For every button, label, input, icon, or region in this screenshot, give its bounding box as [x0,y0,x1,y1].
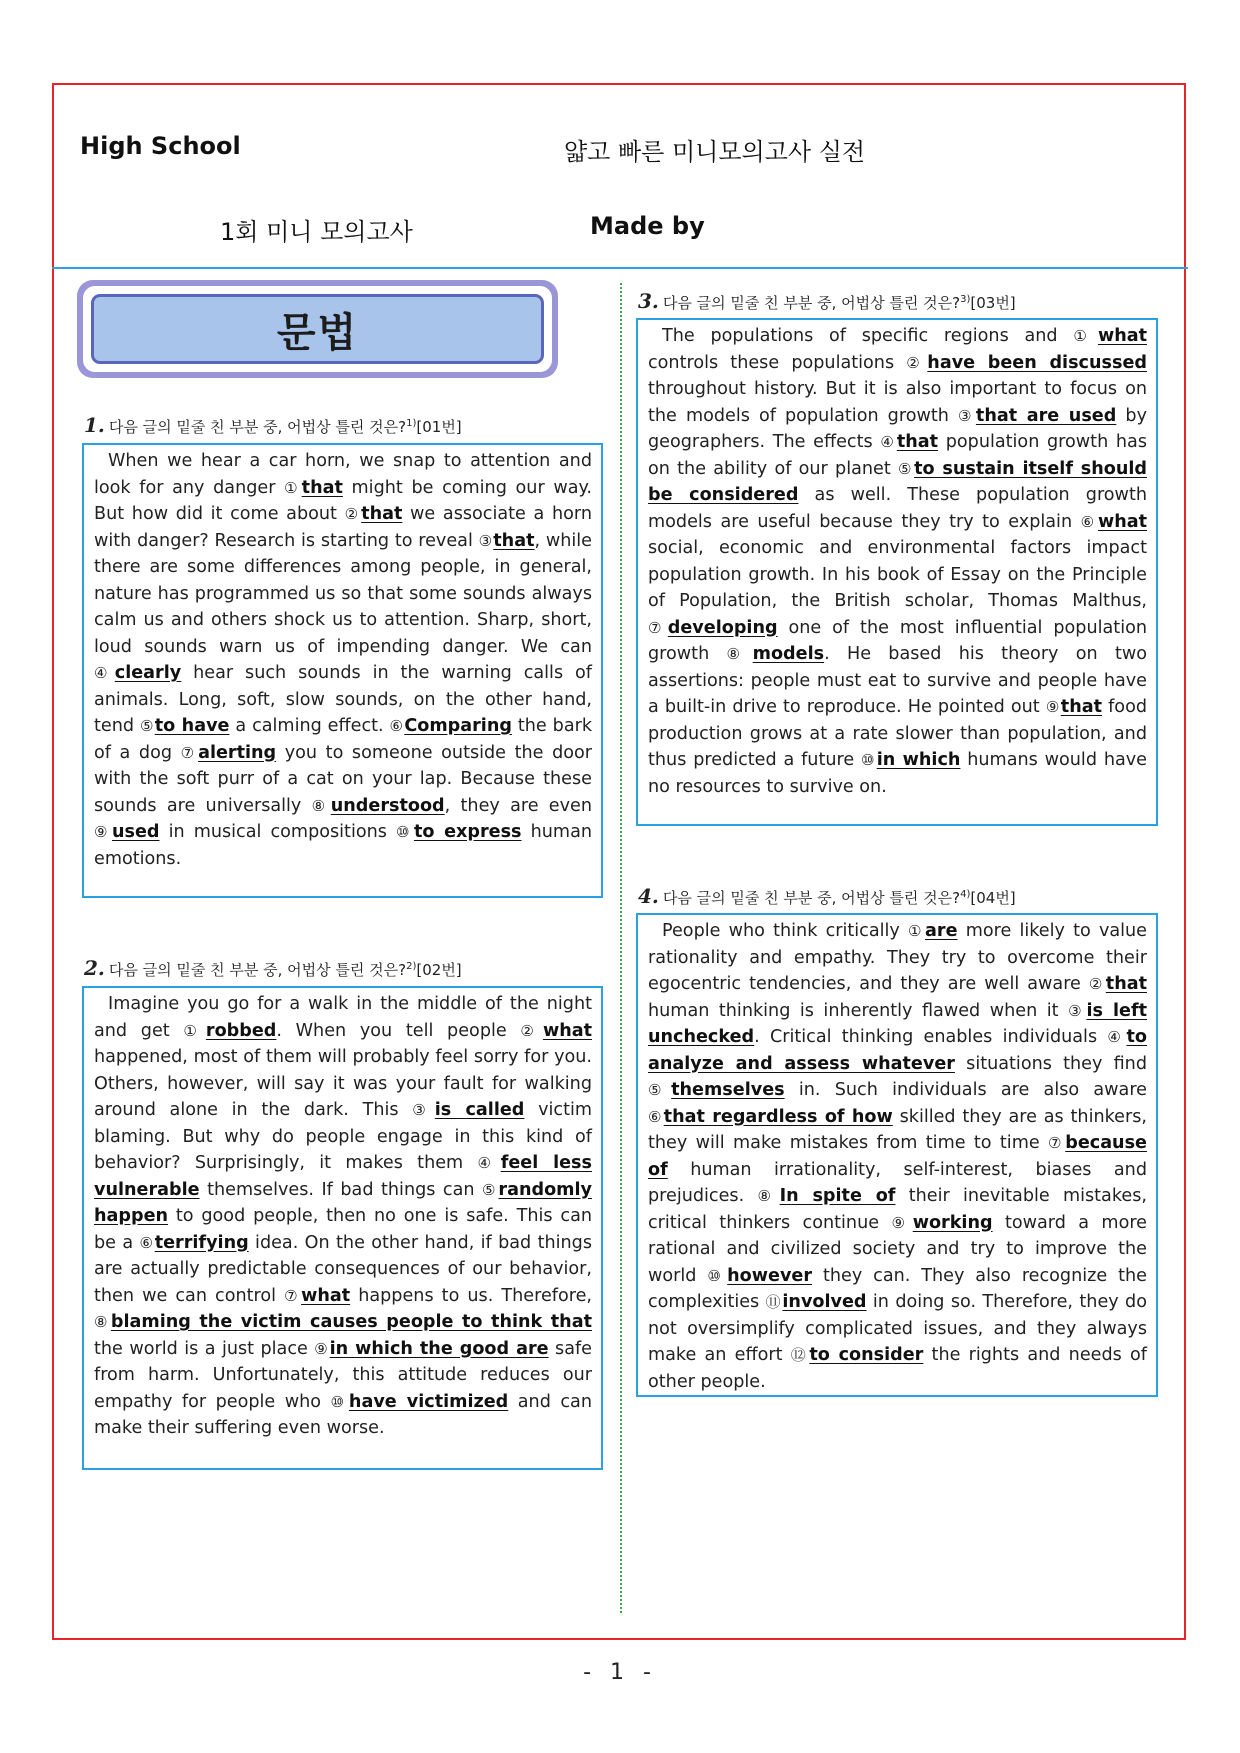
passage-text: When we hear a car horn, we snap to attention and look for any danger [94,451,592,498]
passage-text: Imagine you go for a walk in the middle of the night and get [94,994,592,1041]
passage-text: The populations of specific regions and [662,326,1074,346]
choice-marker: ⑩ [330,1392,348,1411]
choice-marker: ⑤ [648,1081,671,1099]
passage-text: toward a more rational and civilized society and try to improve the world [648,1212,1148,1286]
passage-text: human thinking is inherently flawed when it [648,1000,1069,1021]
passage-text: a calming effect. [229,716,390,736]
passage-text: in doing so. Therefore, they do not oversimplify complicated issues, and they always make an effort [648,1292,1147,1365]
passage-text: , they are even [444,795,592,816]
passage-text: . He based his theory on two assertions: people must eat to survive and people have a built-in drive to reproduce. He pointed out [648,644,1147,717]
passage-text: happens to us. Therefore, [350,1285,593,1306]
choice-marker: ② [1088,975,1105,993]
choice-marker: ③ [412,1101,434,1119]
passage-text: their inevitable mistakes, critical thinkers continue [648,1186,1147,1233]
underlined-choice: because of [648,1133,1147,1180]
choice-marker: ⑤ [482,1180,498,1199]
passage-text: humans would have no resources to survive on. [648,750,1147,797]
underlined-choice: developing [667,617,778,638]
choice-marker: ⑥ [389,717,404,735]
passage-text: People who think critically [662,921,908,941]
underlined-choice: what [542,1020,592,1041]
choice-marker: ① [183,1021,205,1040]
underlined-choice: blaming the victim causes people to think that [110,1312,592,1332]
choice-marker: ③ [478,531,493,550]
underlined-choice: working [912,1212,993,1233]
underlined-choice: are [925,921,958,941]
passage-text: skilled they are as thinkers, they will make mistakes from time to time [648,1106,1147,1153]
underlined-choice: what [301,1285,351,1306]
passage-text: we associate a horn with danger? Research is starting to reveal [94,504,592,551]
underlined-choice: randomly happen [94,1179,593,1226]
underlined-choice: that regardless of how [663,1106,893,1127]
passage-text: victim blaming. But why do people engage in this kind of behavior? Surprisingly, it makes them [94,1100,592,1173]
passage-text: more likely to value rationality and empathy. They try to overcome their egocentric tendencies, and they are well aware [648,921,1147,994]
underlined-choice: alerting [198,742,277,763]
passage-text: human emotions. [94,822,592,869]
passage-text: to good people, then no one is safe. This can be a [94,1206,592,1253]
question-4-title [638,884,1016,908]
choice-marker: ⑫ [790,1346,809,1364]
question-1-prompt: 다음 글의 밑줄 친 부분 중, 어법상 틀린 것은? [108,418,407,436]
question-3-title [638,289,1016,313]
question-2-passage [82,986,603,1470]
question-1-number: 1. [84,413,105,437]
passage-text: hear such sounds in the warning calls of animals. Long, soft, slow sounds, on the other hand, tend [94,663,592,736]
choice-marker: ② [520,1021,542,1040]
passage-text: , while there are some differences among people, in general, nature has programmed us so that some sounds always calm us and others shock us to attention. Sharp, short, loud sounds warn us of impending danger. We can [94,530,592,657]
choice-marker: ④ [94,664,114,682]
passage-text: they can. They also recognize the complexities [648,1265,1147,1312]
underlined-choice: to analyze and assess whatever [648,1027,1147,1074]
choice-marker: ⑨ [891,1213,912,1232]
choice-marker: ⑦ [648,618,667,637]
underlined-choice: that [493,530,535,551]
choice-marker: ⑨ [94,823,111,841]
choice-marker: ⑩ [861,751,876,769]
question-1-code: [01번] [416,418,462,436]
question-2-code: [02번] [416,961,462,979]
choice-marker: ② [906,353,927,372]
question-1-passage [82,443,603,898]
passage-text: and can make their suffering even worse. [94,1391,592,1438]
passage-text: you to someone outside the door with the soft purr of a cat on your lap. Because these sounds are universally [94,742,592,816]
question-2-number: 2. [84,956,105,980]
section-label: 문법 [276,309,359,356]
passage-text: throughout history. But it is also important to focus on the models of population growth [648,379,1147,426]
header-exam: 1회 미니 모의고사 [220,218,413,246]
question-2-footnote: 2) [406,961,417,972]
choice-marker: ⑦ [1048,1134,1065,1152]
underlined-choice: terrifying [154,1232,249,1253]
underlined-choice: that [1060,697,1102,717]
header-made-by: Made by [590,212,705,240]
question-3-code: [03번] [970,294,1016,312]
passage-text: one of the most influential population growth [648,617,1147,664]
choice-marker: ① [284,478,301,497]
header-divider [52,267,1188,269]
passage-text: idea. On the other hand, if bad things are actually predictable consequences of our behavior, then we can control [94,1232,592,1306]
passage-text: the rights and needs of other people. [648,1345,1147,1392]
underlined-choice: that [301,477,343,498]
choice-marker: ② [344,505,361,523]
passage-text: in musical compositions [159,822,397,842]
underlined-choice: used [111,822,160,842]
passage-text: food production grows at a rate slower than population, and thus predicted a future [648,697,1147,770]
choice-marker: ⑤ [897,459,914,478]
underlined-choice: what [1097,511,1148,532]
passage-text: by geographers. The effects [648,405,1147,452]
choice-marker: ③ [1068,1001,1086,1020]
underlined-choice: robbed [205,1020,277,1041]
underlined-choice: In spite of [779,1186,896,1206]
passage-text: population growth has on the ability of our planet [648,432,1147,479]
passage-text: safe from harm. Unfortunately, this attitude reduces our empathy for people who [94,1338,592,1412]
passage-text: the bark of a dog [94,716,593,763]
question-4-prompt: 다음 글의 밑줄 친 부분 중, 어법상 틀린 것은? [662,889,961,907]
passage-text: happened, most of them will probably feel sorry for you. Others, however, will say it was your fault for walking around alone in the dark. This [94,1047,592,1120]
question-3-passage [636,318,1158,826]
choice-marker: ⑦ [284,1286,301,1305]
underlined-choice: that [896,432,939,452]
choice-marker: ⑥ [648,1107,663,1126]
section-badge [77,280,558,378]
choice-marker: ⑧ [726,645,752,663]
question-3-number: 3. [638,289,659,313]
underlined-choice: that [1105,974,1148,994]
choice-marker: ⑦ [180,743,198,762]
question-1-footnote: 1) [406,418,417,429]
underlined-choice: involved [782,1292,867,1312]
choice-marker: ⑩ [396,823,413,841]
underlined-choice: to have [154,716,230,736]
underlined-choice: clearly [114,663,182,683]
question-2-prompt: 다음 글의 밑줄 친 부분 중, 어법상 틀린 것은? [108,961,407,979]
question-3-footnote: 3) [960,294,971,305]
underlined-choice: have been discussed [927,352,1147,373]
underlined-choice: that [361,504,403,524]
passage-text: controls these populations [648,352,907,373]
underlined-choice: is called [434,1100,525,1120]
choice-marker: ① [907,922,925,940]
underlined-choice: to express [413,822,522,842]
underlined-choice: understood [330,795,445,816]
passage-text: . Critical thinking enables individuals [754,1027,1108,1047]
underlined-choice: in which the good are [329,1338,549,1359]
choice-marker: ⑤ [139,717,154,735]
underlined-choice: Comparing [404,716,512,736]
passage-text: might be coming our way. But how did it come about [94,477,593,524]
passage-text: the world is a just place [94,1338,315,1359]
choice-marker: ① [1073,327,1097,345]
choice-marker: ⑪ [765,1293,782,1311]
question-4-footnote: 4) [960,889,971,900]
choice-marker: ⑧ [757,1187,779,1205]
underlined-choice: themselves [671,1080,785,1100]
choice-marker: ⑧ [311,796,330,815]
question-4-number: 4. [638,884,659,908]
choice-marker: ⑧ [94,1313,110,1331]
underlined-choice: have victimized [348,1391,509,1412]
choice-marker: ④ [880,433,896,451]
page-number: - 1 - [583,1660,657,1685]
underlined-choice: in which [876,750,961,770]
underlined-choice: what [1097,326,1148,346]
choice-marker: ⑨ [314,1339,329,1358]
passage-text: social, economic and environmental factors impact population growth. In his book of Essay on the Principle of Population, the British scholar, Thomas Malthus, [648,538,1147,611]
question-2-title [84,956,462,980]
header-series: 얇고 빠른 미니모의고사 실전 [564,138,866,166]
choice-marker: ⑥ [1080,512,1097,531]
underlined-choice: to consider [809,1345,924,1365]
question-3-prompt: 다음 글의 밑줄 친 부분 중, 어법상 틀린 것은? [662,294,961,312]
underlined-choice: models [752,644,825,664]
question-4-code: [04번] [970,889,1016,907]
underlined-choice: feel less vulnerable [94,1153,592,1200]
underlined-choice: is left unchecked [648,1000,1148,1047]
choice-marker: ⑥ [139,1233,154,1252]
passage-text: themselves. If bad things can [199,1179,483,1200]
underlined-choice: to sustain itself should be considered [648,458,1147,505]
choice-marker: ③ [957,406,975,425]
choice-marker: ④ [1107,1028,1126,1046]
column-divider [620,283,622,1613]
passage-text: human irrationality, self-interest, biases and prejudices. [648,1159,1147,1206]
question-1-title [84,413,462,437]
choice-marker: ⑩ [707,1266,727,1285]
underlined-choice: however [727,1265,813,1286]
passage-text: as well. These population growth models are useful because they try to explain [648,485,1147,532]
underlined-choice: that are used [975,405,1117,426]
passage-text: situations they find [954,1053,1148,1074]
header-school: High School [80,132,241,160]
passage-text: . When you tell people [276,1020,521,1041]
choice-marker: ④ [477,1154,500,1172]
passage-text: in. Such individuals are also aware [784,1080,1147,1100]
choice-marker: ⑨ [1045,698,1060,716]
question-4-passage [636,913,1158,1397]
